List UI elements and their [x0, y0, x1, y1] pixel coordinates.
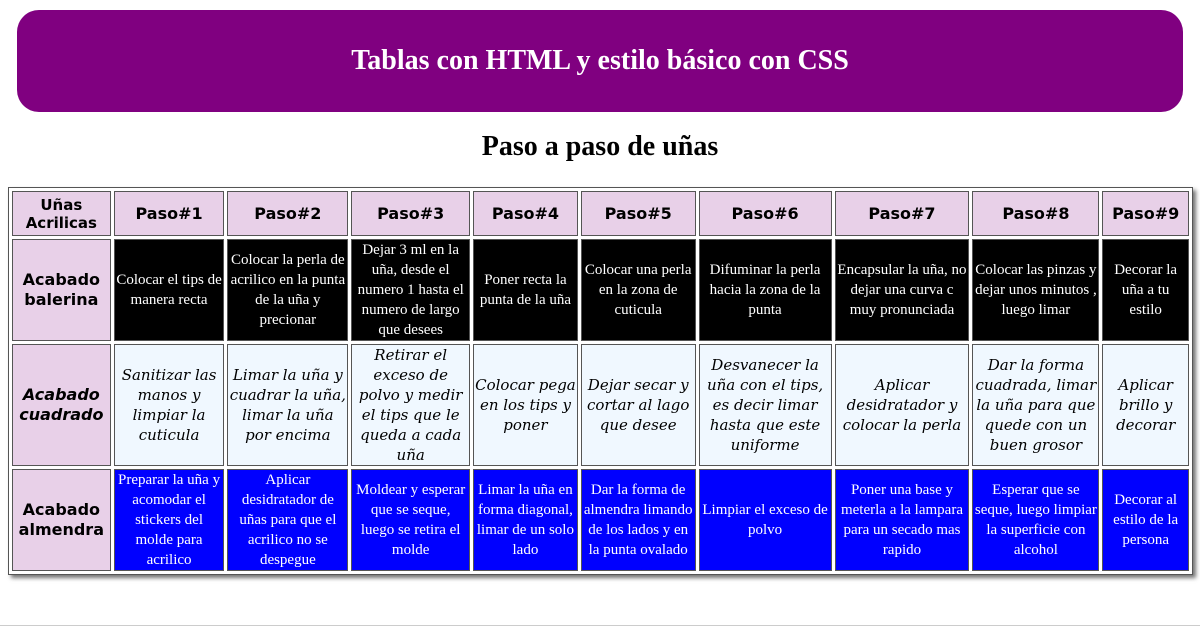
table-cell: Esperar que se seque, luego limpiar la superficie con alcohol [972, 469, 1099, 571]
step-header: Paso#9 [1102, 191, 1189, 236]
table-cell: Aplicar desidratador y colocar la perla [835, 344, 970, 466]
table-cell: Dar la forma de almendra limando de los lados y en la punta ovalado [581, 469, 696, 571]
table-cell: Encapsular la uña, no dejar una curva c muy pronunciada [835, 239, 970, 341]
table-cell: Limpiar el exceso de polvo [699, 469, 832, 571]
table-cell: Poner recta la punta de la uña [473, 239, 578, 341]
table-cell: Dejar secar y cortar al lago que desee [581, 344, 696, 466]
table-cell: Colocar pega en los tips y poner [473, 344, 578, 466]
table-cell: Dar la forma cuadrada, limar la uña para que quede con un buen grosor [972, 344, 1099, 466]
header-banner [17, 10, 1183, 112]
step-header: Paso#2 [227, 191, 348, 236]
table-heading: Paso a paso de uñas [481, 131, 719, 162]
table-row-almendra [12, 469, 1189, 571]
table-cell: Retirar el exceso de polvo y medir el tips que le queda a cada uña [351, 344, 470, 466]
table-cell: Aplicar brillo y decorar [1102, 344, 1189, 466]
step-header: Paso#8 [972, 191, 1099, 236]
page-title: Tablas con HTML y estilo básico con CSS [351, 45, 849, 76]
step-header: Paso#6 [699, 191, 832, 236]
table-cell: Limar la uña en forma diagonal, limar de un solo lado [473, 469, 578, 571]
table-cell: Dejar 3 ml en la uña, desde el numero 1 hasta el numero de largo que desees [351, 239, 470, 341]
table-cell: Limar la uña y cuadrar la uña, limar la uña por encima [227, 344, 348, 466]
row-label: Acabado almendra [12, 469, 111, 571]
table-cell: Aplicar desidratador de uñas para que el acrilico no se despegue [227, 469, 348, 571]
nails-steps-table [8, 187, 1193, 575]
table-cell: Difuminar la perla hacia la zona de la punta [699, 239, 832, 341]
page-divider [0, 625, 1200, 626]
table-cell: Colocar el tips de manera recta [114, 239, 225, 341]
table-cell: Colocar las pinzas y dejar unos minutos , luego limar [972, 239, 1099, 341]
row-label: Acabado balerina [12, 239, 111, 341]
table-cell: Poner una base y meterla a la lampara para un secado mas rapido [835, 469, 970, 571]
step-header: Paso#5 [581, 191, 696, 236]
table-cell: Colocar una perla en la zona de cuticula [581, 239, 696, 341]
table-cell: Decorar al estilo de la persona [1102, 469, 1189, 571]
corner-header: Uñas Acrilicas [12, 191, 111, 236]
table-cell: Decorar la uña a tu estilo [1102, 239, 1189, 341]
table-header-row [12, 191, 1189, 236]
table-cell: Sanitizar las manos y limpiar la cuticula [114, 344, 225, 466]
table-cell: Desvanecer la uña con el tips, es decir limar hasta que este uniforme [699, 344, 832, 466]
table-cell: Colocar la perla de acrilico en la punta de la uña y precionar [227, 239, 348, 341]
step-header: Paso#7 [835, 191, 970, 236]
step-header: Paso#3 [351, 191, 470, 236]
row-label: Acabado cuadrado [12, 344, 111, 466]
table-row-balerina [12, 239, 1189, 341]
table-cell: Moldear y esperar que se seque, luego se retira el molde [351, 469, 470, 571]
table-cell: Preparar la uña y acomodar el stickers del molde para acrilico [114, 469, 225, 571]
step-header: Paso#1 [114, 191, 225, 236]
table-row-cuadrado [12, 344, 1189, 466]
step-header: Paso#4 [473, 191, 578, 236]
